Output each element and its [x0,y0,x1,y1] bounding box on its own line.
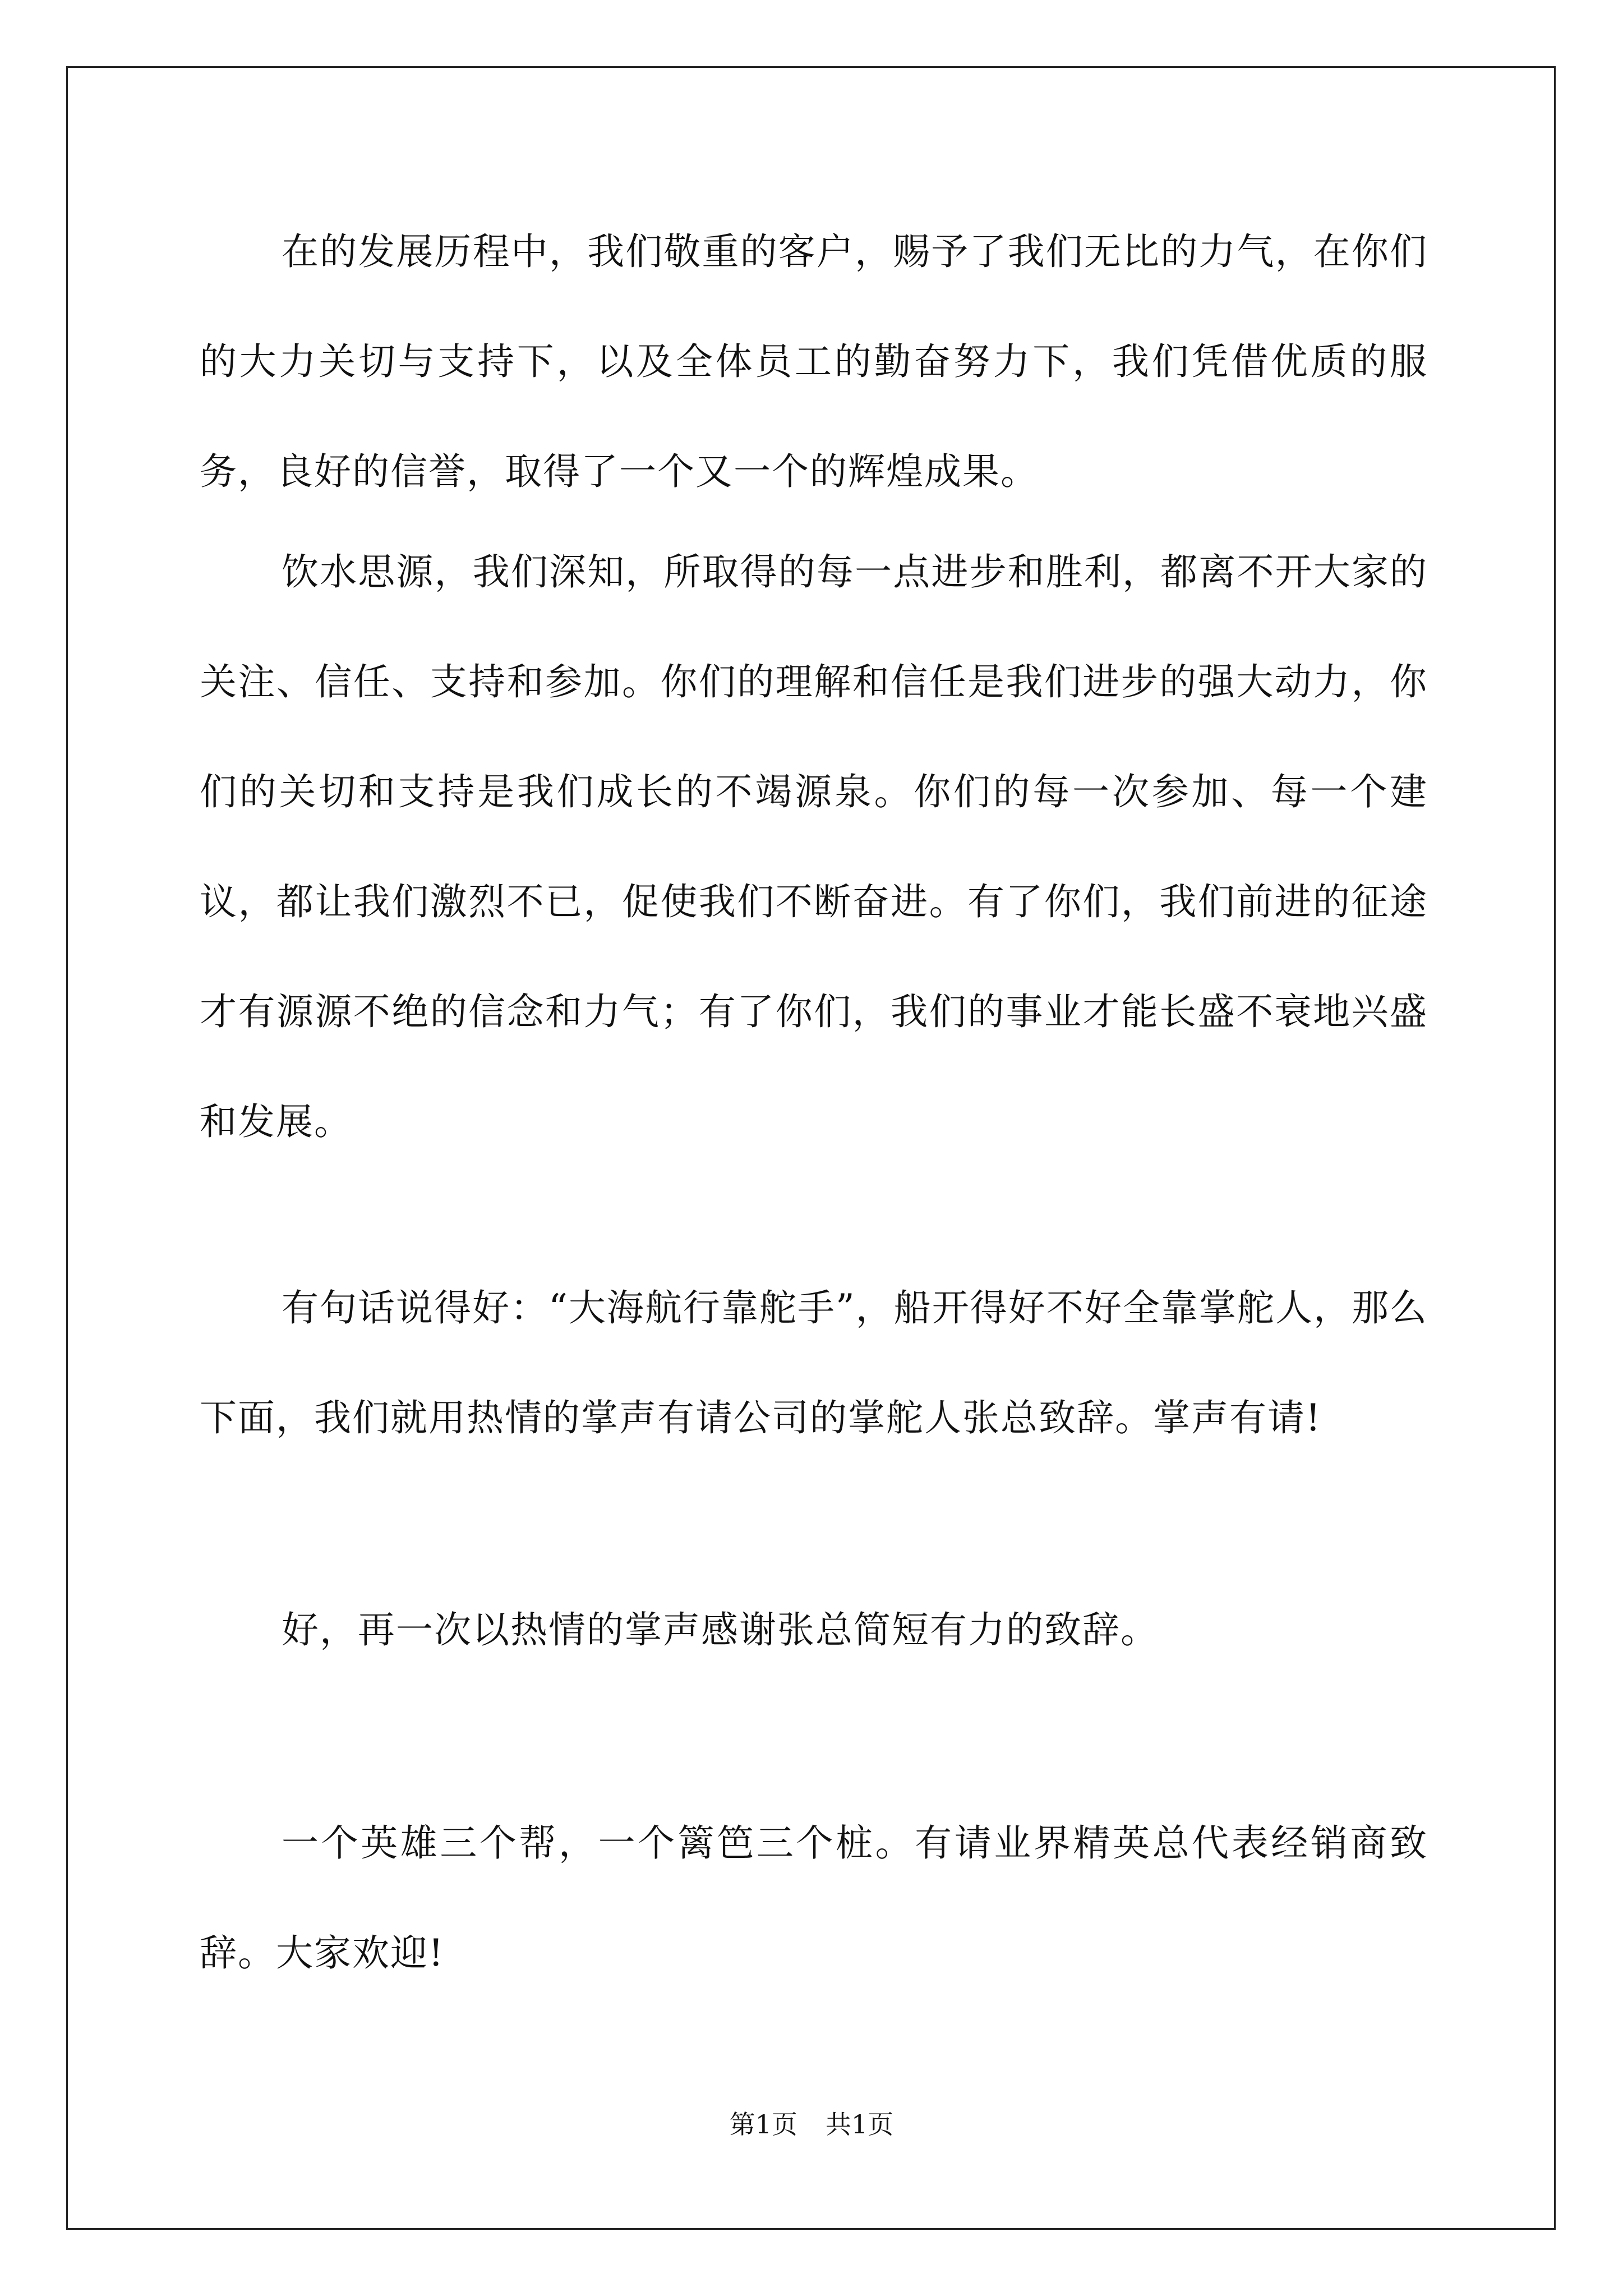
page-number-total: 共1页 [826,2109,894,2139]
paragraph: 在的发展历程中，我们敬重的客户，赐予了我们无比的力气，在你们的大力关切与支持下，以及全体员工的勤奋努力下，我们凭借优质的服务，良好的信誉，取得了一个又一个的辉煌成果。 [200,230,1428,493]
page-number-current: 第1页 [729,2109,797,2139]
paragraph: 饮水思源，我们深知，所取得的每一点进步和胜利，都离不开大家的关注、信任、支持和参加。你们的理解和信任是我们进步的强大动力，你们的关切和支持是我们成长的不竭源泉。你们的每一次参加、每一个建议，都让我们激烈不已，促使我们不断奋进。有了你们，我们前进的征途才有源源不绝的信念和力气；有了你们，我们的事业才能长盛不衰地兴盛和发展。 [200,550,1428,1143]
paragraph: 一个英雄三个帮，一个篱笆三个桩。有请业界精英总代表经销商致辞。大家欢迎! [200,1821,1428,1975]
page-footer [0,2104,1623,2141]
paragraph: 好，再一次以热情的掌声感谢张总简短有力的致辞。 [282,1608,1159,1651]
paragraph: 有句话说得好：“大海航行靠舵手”，船开得好不好全靠掌舵人，那么下面，我们就用热情的掌声有请公司的掌舵人张总致辞。掌声有请! [200,1286,1428,1439]
